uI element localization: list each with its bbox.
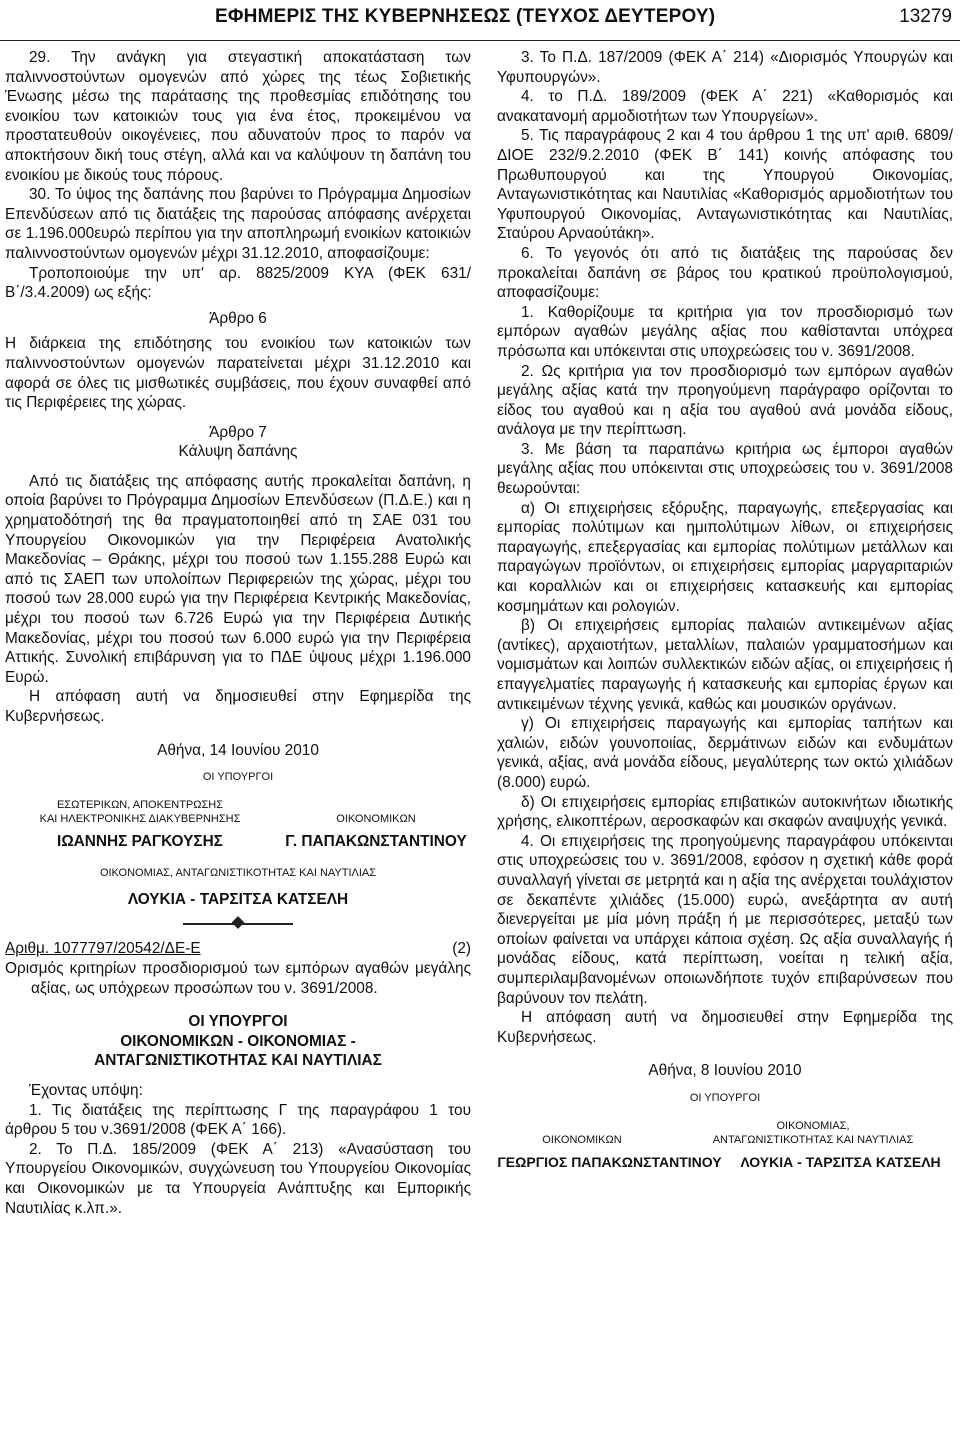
decision-title: Ορισμός κριτηρίων προσδιορισμού των εμπόρων αγαθών μεγάλης αξίας, ως υπόχρεων προσώπων του ν. 3691/2008. (5, 959, 471, 997)
economy-ministry-line-2: ΑΝΤΑΓΩΝΙΣΤΙΚΟΤΗΤΑΣ ΚΑΙ ΝΑΥΤΙΛΙΑΣ (712, 1133, 914, 1146)
decision-3c: γ) Οι επιχειρήσεις παραγωγής και εμπορίας ταπήτων και χαλιών, ειδών γουνοποιίας, δερμάτινων ειδών και ενδυμάτων γενικά, αξίας, ανά μονάδα είδους, μεγαλύτερης των οκτώ χιλιάδων (8.000) ευρώ. (497, 715, 953, 791)
signatory-ragkousis: ΙΩΑΝΝΗΣ ΡΑΓΚΟΥΣΗΣ (57, 833, 223, 851)
publication-order-right: Η απόφαση αυτή να δημοσιευθεί στην Εφημερίδα της Κυβερνήσεως. (497, 1009, 953, 1046)
article-7-title: Άρθρο 7 (209, 423, 267, 441)
publication-order: Η απόφαση αυτή να δημοσιευθεί στην Εφημερίδα της Κυβερνήσεως. (5, 688, 471, 725)
ministers-heading-3: ΑΝΤΑΓΩΝΙΣΤΙΚΟΤΗΤΑΣ ΚΑΙ ΝΑΥΤΙΛΙΑΣ (94, 1052, 382, 1070)
ministers-label-right: ΟΙ ΥΠΟΥΡΓΟΙ (689, 1091, 761, 1104)
interior-ministry (5, 798, 275, 826)
recital-4: 4. το Π.Δ. 189/2009 (ΦΕΚ Α΄ 221) «Καθορισμός και ανακατανομή αρμοδιοτήτων των Υπουργείων». (497, 88, 953, 125)
decision-reference (5, 939, 471, 959)
signature-names-row-right (497, 1153, 953, 1173)
article-6-text: Η διάρκεια της επιδότησης του ενοικίου των κατοικιών των παλιννοστούντων ομογενών παρατείνεται μέχρι 31.12.2010 και αφορά σε όλες τις μισθωτικές συμβάσεις, που έχουν συναφθεί από τις Περιφέρειες της χώρας. (5, 335, 471, 412)
page-header (0, 0, 960, 41)
decision-number: Αριθμ. 1077797/20542/ΔΕ-Ε (5, 940, 201, 958)
signatory-papakonstantinou: Γ. ΠΑΠΑΚΩΝΣΤΑΝΤΙΝΟΥ (285, 833, 467, 851)
decision-4: 4. Οι επιχειρήσεις της προηγούμενης παραγράφου υπόκεινται στις υποχρεώσεις του ν. 3691/2008, εφόσον η σχετική κάθε φορά συναλλαγή γίνεται σε μετρητά και η αξία της ανέρχεται τουλάχιστον σε δεκαπέντε χιλιάδες (15.000) ευρώ, ανεξάρτητα αν αυτή διενεργείται με μία μόνη πράξη ή με περισσότερες, μεταξύ των οποίων φαίνεται να υπάρχει κάποια σχέση. Ως αξία συναλλαγής ή μονάδας είδους, κατά περίπτωση, νοείται η τελική αξία, συμπεριλαμβανομένων οποιωνδήποτε τυχόν επιβαρύνσεων που βαρύνουν τον πελάτη. (497, 832, 953, 1007)
signatory-georgios-papakonstantinou: ΓΕΩΡΓΙΟΣ ΠΑΠΑΚΩΝΣΤΑΝΤΙΝΟΥ (497, 1153, 722, 1170)
signatory-katseli: ΛΟΥΚΙΑ - ΤΑΡΣΙΤΣΑ ΚΑΤΣΕΛΗ (127, 890, 349, 908)
article-7-text: Από τις διατάξεις της απόφασης αυτής προκαλείται δαπάνη, η οποία βαρύνει το Πρόγραμμα Δημοσίων Επενδύσεων (Π.Δ.Ε.) και η χρηματοδότησή της θα πραγματοποιηθεί από τη ΣΑΕ 031 του Υπουργείου Οικονομικών για την Περιφέρεια Ανατολικής Μακεδονίας – Θράκης, μέχρι του ποσού των 1.155.288 Ευρώ και από τις ΣΑΕΠ των υπολοίπων Περιφερειών της χώρας, μέχρι του ποσού των 28.000 ευρώ για την Περιφέρεια Κεντρικής Μακεδονίας, μέχρι του ποσού των 6.726 Ευρώ για την Περιφέρεια Δυτικής Μακεδονίας, μέχρι του ποσού των 6.000 ευρώ για την Περιφέρεια Αττικής. Συνολική επιβάρυνση για το ΠΔΕ ύψους μέχρι 1.196.000 Ευρώ. (5, 472, 471, 686)
right-column (497, 48, 953, 1172)
decision-index: (2) (452, 940, 471, 958)
signature-row-right (497, 1119, 953, 1147)
decision-3a: α) Οι επιχειρήσεις εξόρυξης, παραγωγής, επεξεργασίας και εμπορίας πολύτιμων και ημιπολύτιμων λίθων, οι επιχειρήσεις παραγωγής, επεξεργασίας και εμπορίας πολύτιμων μετάλλων και παραγώγων προϊόντων, οι επιχειρήσεις εμπορίας μαργαριταριών και κοραλλιών και οι επιχειρήσεις κατασκευής και εμπορίας κοσμημάτων και ρολογιών. (497, 499, 953, 615)
section-divider (183, 915, 293, 933)
recital-6: 6. Το γεγονός ότι από τις διατάξεις της παρούσας δεν προκαλείται δαπάνη σε βάρος του κρατικού προϋπολογισμού, αποφασίζουμε: (497, 244, 953, 302)
signing-date-right: Αθήνα, 8 Ιουνίου 2010 (648, 1062, 802, 1080)
finance-ministry-right: ΟΙΚΟΝΟΜΙΚΩΝ (542, 1133, 622, 1146)
decision-2: 2. Ως κριτήρια για τον προσδιορισμό των εμπόρων αγαθών μεγάλης αξίας κατά την προηγούμενη παράγραφο ορίζονται το είδος του αγαθού και η αξία του αγαθού ανά μονάδα είδους, ανάλογα με την περίπτωση. (497, 362, 953, 439)
gazette-title: ΕΦΗΜΕΡΙΣ ΤΗΣ ΚΥΒΕΡΝΗΣΕΩΣ (ΤΕΥΧΟΣ ΔΕΥΤΕΡΟΥ) (215, 6, 716, 27)
article-7-subtitle: Κάλυψη δαπάνης (178, 443, 298, 461)
signature-names-row-1 (5, 832, 471, 852)
decision-1: 1. Καθορίζουμε τα κριτήρια για τον προσδιορισμό των εμπόρων αγαθών μεγάλης αξίας που καθίστανται υπόχρεα πρόσωπα και υπόκεινται στις υποχρεώσεις του ν. 3691/2008. (497, 303, 953, 360)
signatory-katseli-right: ΛΟΥΚΙΑ - ΤΑΡΣΙΤΣΑ ΚΑΤΣΕΛΗ (740, 1153, 941, 1170)
finance-ministry: ΟΙΚΟΝΟΜΙΚΩΝ (336, 813, 416, 826)
economy-ministry: ΟΙΚΟΝΟΜΙΑΣ, ΑΝΤΑΓΩΝΙΣΤΙΚΟΤΗΤΑΣ ΚΑΙ ΝΑΥΤΙΛΙΑΣ (99, 866, 377, 879)
signing-date: Αθήνα, 14 Ιουνίου 2010 (157, 741, 319, 759)
economy-ministry-line-1: ΟΙΚΟΝΟΜΙΑΣ, (776, 1119, 850, 1132)
having-regard: Έχοντας υπόψη: (29, 1081, 143, 1099)
recital-1: 1. Τις διατάξεις της περίπτωσης Γ της παραγράφου 1 του άρθρου 5 του ν.3691/2008 (ΦΕΚ Α΄ 166). (5, 1101, 471, 1139)
article-6-title: Άρθρο 6 (209, 309, 267, 327)
economy-ministry-right (673, 1119, 953, 1147)
decision-3: 3. Με βάση τα παραπάνω κριτήρια ως έμπoροι αγαθών μεγάλης αξίας που υπόκεινται στις υποχρεώσεις του ν. 3691/2008 θεωρούνται: (497, 440, 953, 498)
interior-ministry-line-2: ΚΑΙ ΗΛΕΚΤΡΟΝΙΚΗΣ ΔΙΑΚΥΒΕΡΝΗΣΗΣ (39, 813, 241, 826)
ministers-heading-2: ΟΙΚΟΝΟΜΙΚΩΝ - ΟΙΚΟΝΟΜΙΑΣ - (120, 1032, 356, 1050)
paragraph-30: 30. Το ύψος της δαπάνης που βαρύνει το Πρόγραμμα Δημοσίων Επενδύσεων από τις διατάξεις της παρούσας απόφασης ανέρχεται σε 1.196.000ευρώ περίπου για την αποπληρωμή ενοικίων κατοικιών παλιννοστούντων ομογενών μέχρι 31.12.2010, αποφασίζουμε: (5, 186, 471, 262)
left-column (5, 48, 471, 1218)
amendment-clause: Τροποποιούμε την υπ' αρ. 8825/2009 ΚΥΑ (ΦΕΚ 631/ Β΄/3.4.2009) ως εξής: (5, 264, 471, 302)
decision-3d: δ) Οι επιχειρήσεις εμπορίας επιβατικών αυτοκινήτων ιδιωτικής χρήσης, ελικοπτέρων, αεροσκαφών και σκαφών αναψυχής γενικά. (497, 793, 953, 831)
paragraph-29: 29. Την ανάγκη για στεγαστική αποκατάσταση των παλιννοστούντων ομογενών από χώρες της τέως Σοβιετικής Ένωσης μέσω της παράτασης της προθεσμίας επιδότησης του ενοικίου των κατοικιών τους για ένα έτος, προκειμένου να προστατευθούν οικογένειες, που αδυνατούν προς το παρόν να αποκτήσουν δική τους στέγη, αλλά και να καλύψουν τη δαπάνη του ενοικίου με δικούς τους πόρους. (5, 49, 471, 184)
decision-3b: β) Οι επιχειρήσεις εμπορίας παλαιών αντικειμένων αξίας (αντίκες), αρχαιοτήτων, μεταλλίων, παλαιών γραμματοσήμων και νομισμάτων και λοιπών συλλεκτικών ειδών αξίας, οι επιχειρήσεις ή επαγγελματίες παραγωγής ή κατασκευής και εμπορίας έργων και αντικειμένων τέχνης γενικά, καθώς και μουσικών οργάνων. (497, 617, 953, 713)
recital-3: 3. Το Π.Δ. 187/2009 (ΦΕΚ Α΄ 214) «Διορισμός Υπουργών και Υφυπουργών». (497, 49, 953, 86)
ministers-heading-1: ΟΙ ΥΠΟΥΡΓΟΙ (188, 1013, 288, 1031)
interior-ministry-line-1: ΕΣΩΤΕΡΙΚΩΝ, ΑΠΟΚΕΝΤΡΩΣΗΣ (56, 799, 224, 812)
recital-2: 2. Το Π.Δ. 185/2009 (ΦΕΚ Α΄ 213) «Ανασύσταση του Υπουργείου Οικονομικών, συγχώνευση του Υπουργείου Οικονομίας και Οικονομικών με τα Υπουργεία Ανάπτυξης και Εμπορικής Ναυτιλίας κ.λπ.». (5, 1140, 471, 1217)
ministers-label: ΟΙ ΥΠΟΥΡΓΟΙ (202, 771, 274, 784)
page-number: 13279 (899, 6, 952, 27)
signature-row-1 (5, 798, 471, 826)
recital-5: 5. Τις παραγράφους 2 και 4 του άρθρου 1 της υπ' αριθ. 6809/ΔΙΟΕ 232/9.2.2010 (ΦΕΚ Β΄ 141) κοινής απόφασης του Πρωθυπουργού και της Υπουργού Οικονομίας, Ανταγωνιστικότητας και Ναυτιλίας «Καθορισμός αρμοδιοτήτων του Υφυπουργού Οικονομίας, Ανταγωνιστικότητας και Ναυτιλίας, Σταύρου Αρναούτάκη». (497, 127, 953, 243)
